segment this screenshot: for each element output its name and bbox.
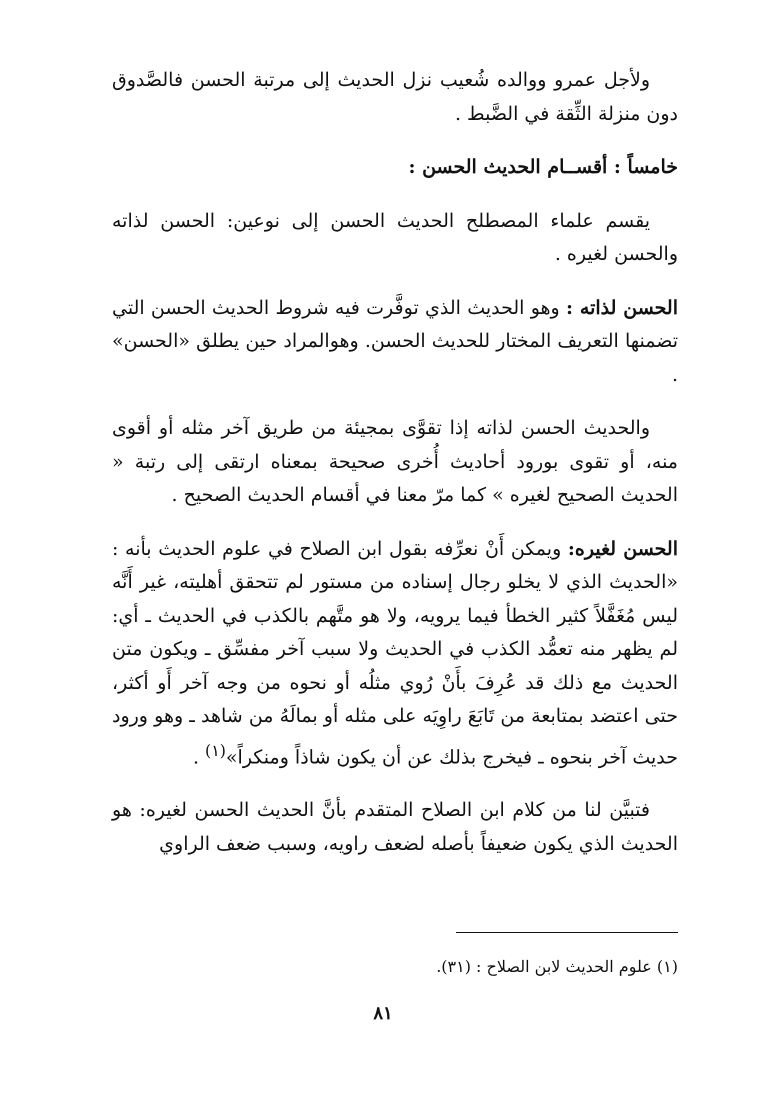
paragraph-2: يقسم علماء المصطلح الحديث الحسن إلى نوعين: الحسن لذاته والحسن لغيره . (112, 209, 678, 265)
paragraph-6: فتبيَّن لنا من كلام ابن الصلاح المتقدم بأنَّ الحديث الحسن لغيره: هو الحديث الذي يكون ضعيفاً بأصله لضعف راويه، وسبب ضعف الراوي (112, 799, 678, 855)
footnote: (١) علوم الحديث لابن الصلاح : (٣١). (436, 957, 678, 976)
paragraph-5-text: ويمكن أَنْ نعرِّفه بقول ابن الصلاح في علوم الحديث بأنه : «الحديث الذي لا يخلو رجال إسناده من مستور لم تتحقق أهليته، غير أَنَّه ليس مُغَفَّلاً كثير الخطأ فيما يرويه، ولا هو متَّهم بالكذب في الحديث ـ أي: لم يظهر منه تعمُّد الكذب في الحديث ولا سبب آخر مفسِّق ـ ويكون متن الحديث مع ذلك قد عُرِفَ بأَنْ رُوي مثلُه أو نحوه من وجه آخر أَو أكثر، حتى اعتضد بمتابعة من تَابَعَ راوِيَه على مثله أو بمالَهُ من شاهد ـ وهو ورود حديث آخر بنحوه ـ فيخرج بذلك عن أن يكون شاذاً ومنكراً» (112, 537, 678, 768)
footnote-reference: (١) (205, 740, 226, 760)
paragraph-3 (112, 292, 678, 393)
page-body (112, 64, 678, 881)
term-hasan-lidhatihi: الحسن لذاته : (566, 296, 678, 319)
paragraph-3-text: وهو الحديث الذي توفَّرت فيه شروط الحديث الحسن التي تضمنها التعريف المختار للحديث الحسن. وهوالمراد حين يطلق «الحسن» . (112, 296, 678, 386)
section-heading: خامساً : أقســام الحديث الحسن : (408, 156, 678, 178)
paragraph-4: والحديث الحسن لذاته إذا تقوَّى بمجيئة من طريق آخر مثله أو أقوى منه، أو تقوى بورود أحاديث أُخرى صحيحة بمعناه ارتقى إلى رتبة « الحديث الصحيح لغيره » كما مرّ معنا في أقسام الحديث الصحيح . (112, 417, 678, 506)
footnote-separator (456, 932, 678, 933)
term-hasan-lighayrihi: الحسن لغيره: (567, 537, 678, 560)
paragraph-1: ولأجل عمرو ووالده شُعيب نزل الحديث إلى مرتبة الحسن فالصَّدوق دون منزلة الثِّقة في الضَّبط . (112, 69, 678, 125)
paragraph-5-end: . (192, 745, 206, 768)
page-number: ٨١ (373, 1003, 393, 1024)
paragraph-5 (112, 533, 678, 775)
